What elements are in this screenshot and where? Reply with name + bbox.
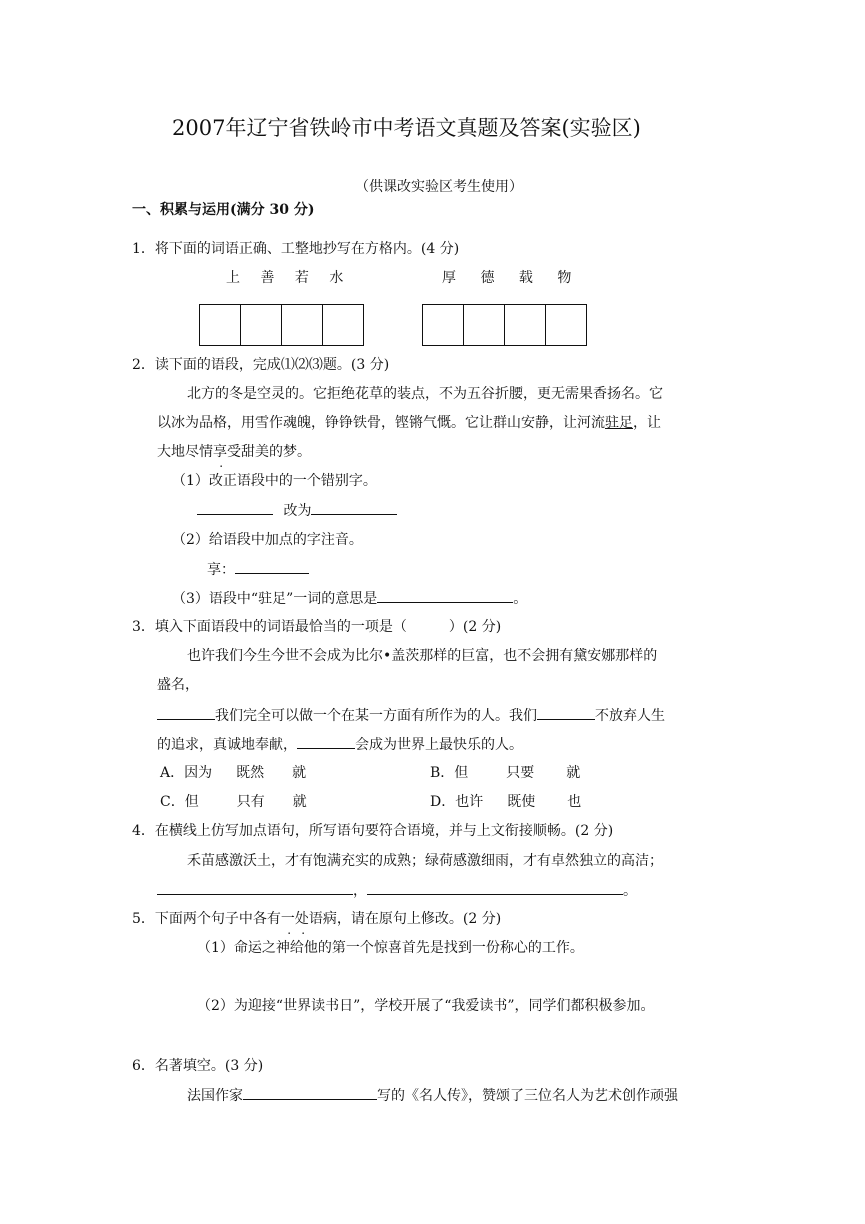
passage-text: 大地尽情 — [157, 444, 213, 460]
answer-blank[interactable] — [197, 500, 273, 515]
underlined-word: 驻足 — [605, 415, 633, 431]
dotted-char: 处 — [294, 911, 309, 927]
grid-cell[interactable] — [423, 305, 464, 345]
question-4: 4．在横线上仿写加点语句，所写语句要符合语境，并与上文衔接顺畅。(2 分) — [132, 823, 614, 839]
answer-blank[interactable] — [235, 559, 309, 574]
section-heading: 一、积累与运用(满分 30 分) — [132, 202, 315, 218]
word-left — [226, 268, 343, 288]
sub-question-end: 。 — [513, 591, 528, 607]
passage-text: 的追求，真诚地奉献， — [157, 737, 297, 753]
passage-line — [157, 413, 661, 433]
word-char: 若 — [294, 270, 309, 286]
option-b[interactable] — [430, 763, 580, 783]
passage-text: ，让 — [633, 415, 661, 431]
option-word: 既然 — [236, 765, 265, 781]
answer-line — [197, 500, 397, 521]
word-char: 厚 — [442, 270, 456, 286]
question-1: 1．将下面的词语正确、工整地抄写在方格内。(4 分) — [132, 241, 460, 257]
grid-cell[interactable] — [282, 305, 323, 345]
passage-line — [157, 734, 523, 755]
option-c[interactable] — [160, 792, 307, 812]
period: 。 — [623, 883, 637, 899]
grid-cell[interactable] — [323, 305, 363, 345]
answer-blank[interactable] — [377, 588, 513, 603]
grid-cell[interactable] — [464, 305, 505, 345]
passage-line — [187, 1085, 678, 1106]
answer-blank[interactable] — [243, 1085, 377, 1100]
question-text: 5．下面两个句子中各有 — [132, 911, 281, 927]
option-word: 就 — [292, 794, 307, 810]
answer-line — [157, 880, 637, 901]
question-3: 3．填入下面语段中的词语最恰当的一项是（ ）(2 分) — [132, 619, 502, 635]
word-char: 载 — [518, 270, 533, 286]
option-word: 既使 — [507, 794, 536, 810]
sub-question: （2）为迎接“世界读书日”，学校开展了“我爱读书”，同学们都积极参加。 — [197, 998, 655, 1014]
answer-blank[interactable] — [157, 880, 353, 895]
option-label: C．但 — [160, 794, 199, 810]
grid-cell[interactable] — [546, 305, 586, 345]
passage-line: 也许我们今生今世不会成为比尔•盖茨那样的巨富，也不会拥有黛安娜那样的 — [187, 648, 658, 664]
sub-question-text: （3）语段中“驻足”一词的意思是 — [172, 591, 378, 607]
answer-blank[interactable] — [297, 734, 355, 749]
dotted-char: 享 — [213, 444, 227, 460]
word-char: 善 — [260, 270, 275, 286]
passage-line: 盛名， — [157, 677, 199, 693]
option-word: 就 — [292, 765, 307, 781]
option-word: 也 — [567, 794, 582, 810]
grid-cell[interactable] — [200, 305, 241, 345]
answer-blank[interactable] — [311, 500, 397, 515]
writing-grid-right[interactable] — [422, 304, 587, 346]
option-d[interactable] — [430, 792, 581, 812]
sub-question: （1）改正语段中的一个错别字。 — [172, 473, 377, 489]
grid-cell[interactable] — [505, 305, 546, 345]
writing-grid-left[interactable] — [199, 304, 364, 346]
word-right — [442, 268, 571, 288]
passage-text: 不放弃人生 — [595, 708, 665, 724]
passage-line: 北方的冬是空灵的。它拒绝花草的装点，不为五谷折腰，更无需果香扬名。它 — [187, 386, 663, 402]
passage-line — [157, 442, 311, 462]
passage-line — [157, 705, 665, 726]
word-char: 水 — [329, 270, 344, 286]
grid-cell[interactable] — [241, 305, 282, 345]
sub-question — [172, 588, 527, 609]
passage-text: 写的《名人传》，赞颂了三位名人为艺术创作顽强 — [377, 1088, 678, 1104]
answer-blank[interactable] — [157, 705, 215, 720]
option-label: D．也许 — [430, 794, 484, 810]
option-label: B．但 — [430, 765, 469, 781]
page-subtitle: （供课改实验区考生使用） — [355, 179, 523, 195]
page-title: 2007年辽宁省铁岭市中考语文真题及答案(实验区) — [172, 116, 641, 140]
word-char: 物 — [557, 270, 572, 286]
passage-text: 我们完全可以做一个在某一方面有所作为的人。我们 — [215, 708, 537, 724]
option-word: 只要 — [506, 765, 535, 781]
passage-text: 受甜美的梦。 — [227, 444, 311, 460]
comma: ， — [353, 883, 367, 899]
word-char: 上 — [226, 270, 240, 286]
answer-line — [207, 559, 309, 580]
passage-text: 会成为世界上最快乐的人。 — [355, 737, 523, 753]
option-word: 只有 — [236, 794, 265, 810]
sub-question: （1）命运之神给他的第一个惊喜首先是找到一份称心的工作。 — [197, 940, 584, 956]
option-a[interactable] — [160, 763, 306, 783]
option-label: A．因为 — [160, 765, 213, 781]
dotted-char: 一 — [280, 911, 295, 927]
question-5 — [132, 909, 501, 929]
option-word: 就 — [566, 765, 581, 781]
answer-blank[interactable] — [367, 880, 623, 895]
passage-text: 以冰为品格，用雪作魂魄，铮铮铁骨，铿锵气慨。它让群山安静，让河流 — [157, 415, 605, 431]
word-char: 德 — [480, 270, 495, 286]
question-2: 2．读下面的语段，完成⑴⑵⑶题。(3 分) — [132, 357, 390, 373]
passage-line: 禾苗感激沃土，才有饱满充实的成熟；绿荷感激细雨，才有卓然独立的高洁； — [187, 853, 663, 869]
change-label: 改为 — [283, 503, 312, 519]
pinyin-label: 享： — [207, 562, 235, 578]
question-6: 6．名著填空。(3 分) — [132, 1058, 264, 1074]
passage-text: 法国作家 — [187, 1088, 243, 1104]
sub-question: （2）给语段中加点的字注音。 — [172, 532, 363, 548]
question-text: 语病，请在原句上修改。(2 分) — [308, 911, 502, 927]
answer-blank[interactable] — [537, 705, 595, 720]
